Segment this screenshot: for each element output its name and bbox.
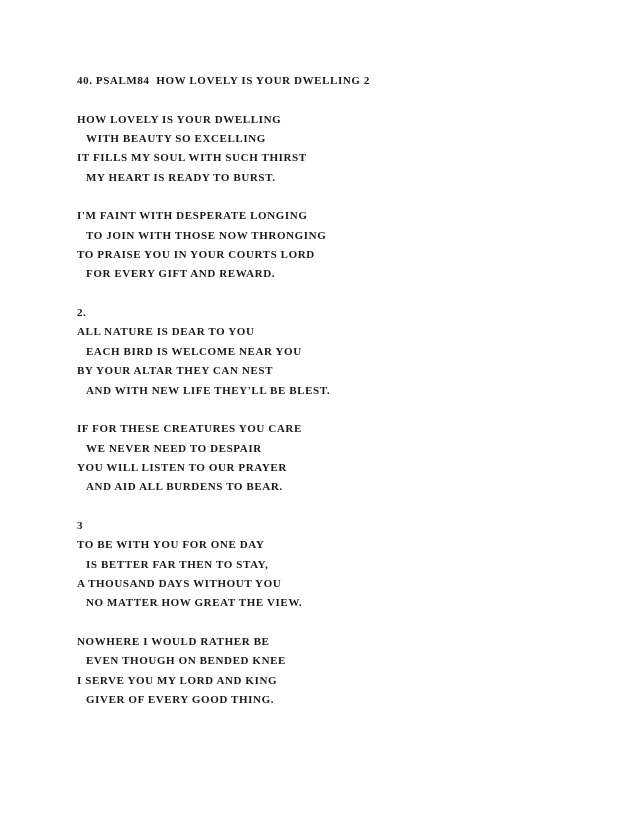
stanza-1 bbox=[77, 111, 597, 188]
verse-line: A THOUSAND DAYS WITHOUT YOU bbox=[77, 577, 282, 590]
stanza-3 bbox=[77, 323, 597, 400]
blank-line bbox=[77, 401, 597, 420]
blank-line bbox=[77, 285, 597, 304]
verse-line: IT FILLS MY SOUL WITH SUCH THIRST bbox=[77, 152, 307, 165]
verse-line: TO BE WITH YOU FOR ONE DAY bbox=[77, 539, 265, 552]
blank-line bbox=[77, 91, 597, 110]
verse-line: ALL NATURE IS DEAR TO YOU bbox=[77, 326, 255, 339]
stanza-4 bbox=[77, 420, 597, 497]
blank-line bbox=[77, 188, 597, 207]
verse-line: NO MATTER HOW GREAT THE VIEW. bbox=[86, 597, 303, 610]
blank-line bbox=[77, 614, 597, 633]
verse-line: IF FOR THESE CREATURES YOU CARE bbox=[77, 423, 302, 436]
verse-line: YOU WILL LISTEN TO OUR PRAYER bbox=[77, 461, 287, 474]
verse-number: 3 bbox=[77, 519, 84, 532]
verse-line: AND WITH NEW LIFE THEY'LL BE BLEST. bbox=[86, 384, 331, 397]
verse-line: EACH BIRD IS WELCOME NEAR YOU bbox=[86, 345, 302, 358]
verse-line: EVEN THOUGH ON BENDED KNEE bbox=[86, 655, 286, 668]
document-title: 40. PSALM84 HOW LOVELY IS YOUR DWELLING 2 bbox=[77, 75, 371, 87]
verse-number: 2. bbox=[77, 307, 87, 320]
verse-line: TO PRAISE YOU IN YOUR COURTS LORD bbox=[77, 249, 315, 262]
verse-line: TO JOIN WITH THOSE NOW THRONGING bbox=[86, 229, 327, 242]
verse-line: WE NEVER NEED TO DESPAIR bbox=[86, 442, 262, 455]
stanza-5 bbox=[77, 536, 597, 613]
verse-line: I SERVE YOU MY LORD AND KING bbox=[77, 674, 278, 687]
verse-line: AND AID ALL BURDENS TO BEAR. bbox=[86, 481, 283, 494]
blank-line bbox=[77, 498, 597, 517]
stanza-6 bbox=[77, 633, 597, 710]
verse-line: I'M FAINT WITH DESPERATE LONGING bbox=[77, 210, 308, 223]
verse-line: NOWHERE I WOULD RATHER BE bbox=[77, 635, 270, 648]
verse-line: FOR EVERY GIFT AND REWARD. bbox=[86, 268, 276, 281]
stanza-2 bbox=[77, 207, 597, 284]
verse-line: MY HEART IS READY TO BURST. bbox=[86, 171, 276, 184]
verse-line: WITH BEAUTY SO EXCELLING bbox=[86, 133, 266, 146]
verse-line: BY YOUR ALTAR THEY CAN NEST bbox=[77, 365, 274, 378]
verse-line: GIVER OF EVERY GOOD THING. bbox=[86, 694, 275, 706]
verse-line: IS BETTER FAR THEN TO STAY, bbox=[86, 558, 269, 571]
verse-line: HOW LOVELY IS YOUR DWELLING bbox=[77, 113, 282, 126]
hymn-text bbox=[77, 72, 597, 710]
